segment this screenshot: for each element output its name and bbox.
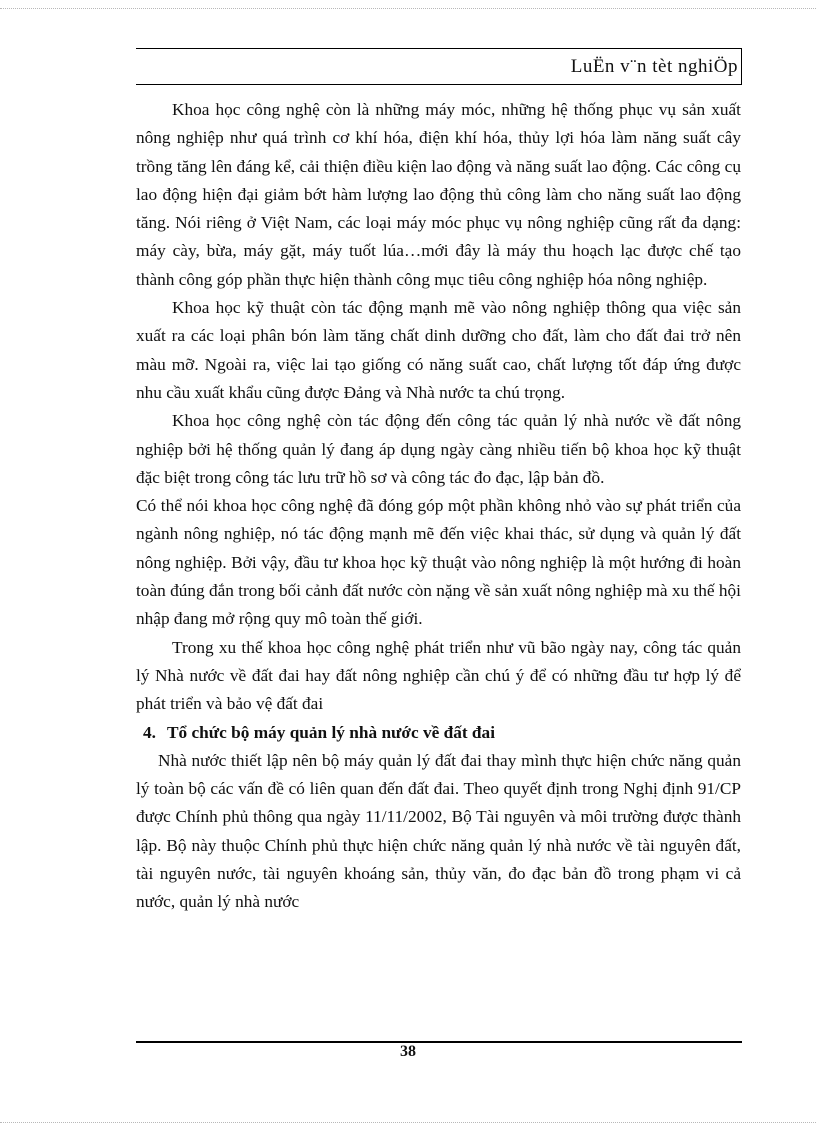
paragraph: Khoa học công nghệ còn là những máy móc, những hệ thống phục vụ sản xuất nông nghiệp như quá trình cơ khí hóa, điện khí hóa, thủy lợi hóa làm năng suất cây trồng tăng lên đáng kể, cải thiện điều kiện lao động và năng suất lao động. Các công cụ lao động hiện đại giảm bớt hàm lượng lao động thủ công làm cho năng suất lao động tăng. Nói riêng ở Việt Nam, các loại máy móc phục vụ nông nghiệp cũng rất đa dạng: máy cày, bừa, máy gặt, máy tuốt lúa…mới đây là máy thu hoạch lạc được chế tạo thành công góp phần thực hiện thành công mục tiêu công nghiệp hóa nông nghiệp. [136, 100, 741, 289]
paragraph: Khoa học công nghệ còn tác động đến công tác quản lý nhà nước về đất nông nghiệp bởi hệ thống quản lý đang áp dụng ngày càng nhiều tiến bộ khoa học kỹ thuật đặc biệt trong công tác lưu trữ hồ sơ và công tác đo đạc, lập bản đồ. [136, 411, 741, 487]
section-title: Tổ chức bộ máy quản lý nhà nước về đất đai [167, 722, 495, 742]
page-body [136, 96, 741, 917]
paragraph: Khoa học kỹ thuật còn tác động mạnh mẽ vào nông nghiệp thông qua việc sản xuất ra các loại phân bón làm tăng chất dinh dưỡng cho đất, làm cho đất đai trở nên màu mỡ. Ngoài ra, việc lai tạo giống có năng suất cao, chất lượng tốt đáp ứng được nhu cầu xuất khẩu cũng được Đảng và Nhà nước ta chú trọng. [136, 298, 741, 402]
paragraph: Nhà nước thiết lập nên bộ máy quản lý đất đai thay mình thực hiện chức năng quản lý toàn bộ các vấn đề có liên quan đến đất đai. Theo quyết định trong Nghị định 91/CP được Chính phủ thông qua ngày 11/11/2002, Bộ Tài nguyên và môi trường được thành lập. Bộ này thuộc Chính phủ thực hiện chức năng quản lý nhà nước về tài nguyên đất, tài nguyên nước, tài nguyên khoáng sản, thủy văn, đo đạc bản đồ trong phạm vi cả nước, quản lý nhà nước [136, 750, 741, 912]
section-number: 4. [143, 722, 156, 742]
page-number: 38 [400, 1043, 416, 1060]
running-header-title: LuËn v¨n tèt nghiÖp [570, 56, 738, 77]
header-bottom-rule [136, 84, 742, 85]
header-rule [136, 48, 742, 49]
paragraph: Có thể nói khoa học công nghệ đã đóng góp một phần không nhỏ vào sự phát triển của ngành nông nghiệp, nó tác động mạnh mẽ đến việc khai thác, sử dụng và quản lý đất nông nghiệp. Bởi vậy, đầu tư khoa học kỹ thuật vào nông nghiệp là một hướng đi hoàn toàn đúng đắn trong bối cảnh đất nước còn nặng về sản xuất nông nghiệp mà xu thế hội nhập đang mở rộng quy mô toàn thế giới. [136, 496, 741, 629]
section-heading [136, 719, 741, 747]
top-dotted-line [0, 8, 816, 9]
header-rule-drop [741, 48, 742, 84]
paragraph: Trong xu thế khoa học công nghệ phát triển như vũ bão ngày nay, công tác quản lý Nhà nước về đất đai hay đất nông nghiệp cần chú ý để có những đầu tư hợp lý để phát triển và bảo vệ đất đai [136, 637, 741, 714]
